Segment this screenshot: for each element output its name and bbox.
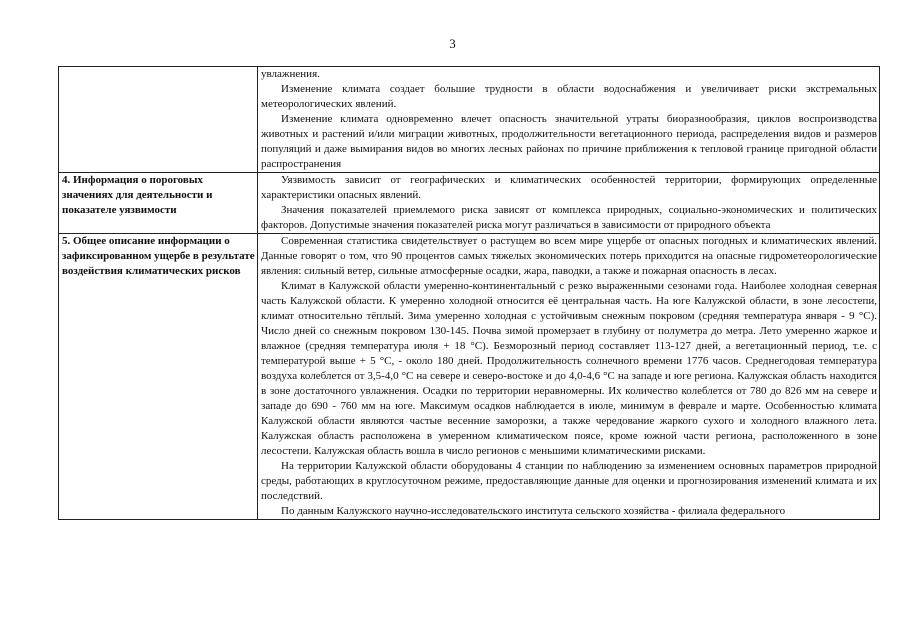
paragraph: Значения показателей приемлемого риска зависят от комплекса природных, социально-экономических и политических факторов. Допустимые значения показателей риска могут различаться в зависимости от природного объекта	[261, 204, 877, 231]
paragraph: Климат в Калужской области умеренно-континентальный с резко выраженными сезонами года. Наиболее холодная северная часть Калужской области. К умеренно холодной относится её центральная часть. На юге Калужской области, в зоне лесостепи, климат относительно тёплый. Зима умеренно холодная с устойчивым снежным покровом (средняя температура января - 9 °С). Число дней со снежным покровом 130-145. Почва зимой промерзает в глубину от полуметра до метра. Лето умеренно жаркое и влажное (средняя температура июля + 18 °С). Безморозный период составляет 113-127 дней, а вегетационный период, т.е. с температурой выше + 5 °С, - около 180 дней. Продолжительность солнечного времени 1776 часов. Среднегодовая температура воздуха колеблется от 3,5-4,0 °С на севере и северо-востоке и до 4,0-4,6 °С на западе и юге региона. Калужская область находится в зоне достаточного увлажнения. Осадки по территории неравномерны. Их количество колеблется от 780 до 826 мм на севере и западе до 690 - 760 мм на юге. Максимум осадков наблюдается в июле, минимум в феврале и марте. Особенностью климата Калужской области являются частые весенние заморозки, а также чередование жаркого сухого и холодного влажного лета. Калужская область расположена в умеренном климатическом поясе, кроме южной части региона, расположенного в зоне лесостепи. Калужская область вошла в число регионов с меньшими климатическими рисками.	[261, 280, 877, 457]
paragraph: увлажнения.	[261, 68, 320, 80]
row-heading: 5. Общее описание информации о зафиксированном ущербе в результате воздействия климатических рисков	[59, 234, 258, 520]
paragraph: По данным Калужского научно-исследовательского института сельского хозяйства - филиала федерального	[281, 505, 786, 517]
paragraph: Уязвимость зависит от географических и климатических особенностей территории, формирующих определенные характеристики опасных явлений.	[261, 174, 877, 201]
paragraph: Изменение климата создает большие трудности в области водоснабжения и увеличивает риски экстремальных метеорологических явлений.	[261, 83, 877, 110]
row-content	[258, 67, 880, 173]
paragraph: Современная статистика свидетельствует о растущем во всем мире ущербе от опасных погодных и климатических явлений. Данные говорят о том, что 90 процентов самых тяжелых экономических потерь приходится на опасные гидрометеорологические явления: сильный ветер, сильные атмосферные осадки, жара, паводки, а также и пожарная опасность в лесах.	[261, 235, 877, 277]
table-row	[59, 173, 880, 234]
paragraph: Изменение климата одновременно влечет опасность значительной утраты биоразнообразия, циклов воспроизводства животных и растений и/или миграции животных, продолжительности вегетационного периода, распределения видов и размеров популяций и даже вымирания видов во многих лесных районах по причине приближения к тепловой границе пригодной области распространения	[261, 113, 877, 170]
page-number: 3	[449, 36, 456, 51]
row-heading: 4. Информация о пороговых значениях для деятельности и показателе уязвимости	[59, 173, 258, 234]
paragraph: На территории Калужской области оборудованы 4 станции по наблюдению за изменением основных параметров природной среды, работающих в круглосуточном режиме, предоставляющие данные для оценки и прогнозирования изменений климата и их последствий.	[261, 460, 877, 502]
document-table	[58, 66, 880, 520]
row-heading	[59, 67, 258, 173]
table-row	[59, 234, 880, 520]
row-content	[258, 173, 880, 234]
table-row	[59, 67, 880, 173]
row-content	[258, 234, 880, 520]
